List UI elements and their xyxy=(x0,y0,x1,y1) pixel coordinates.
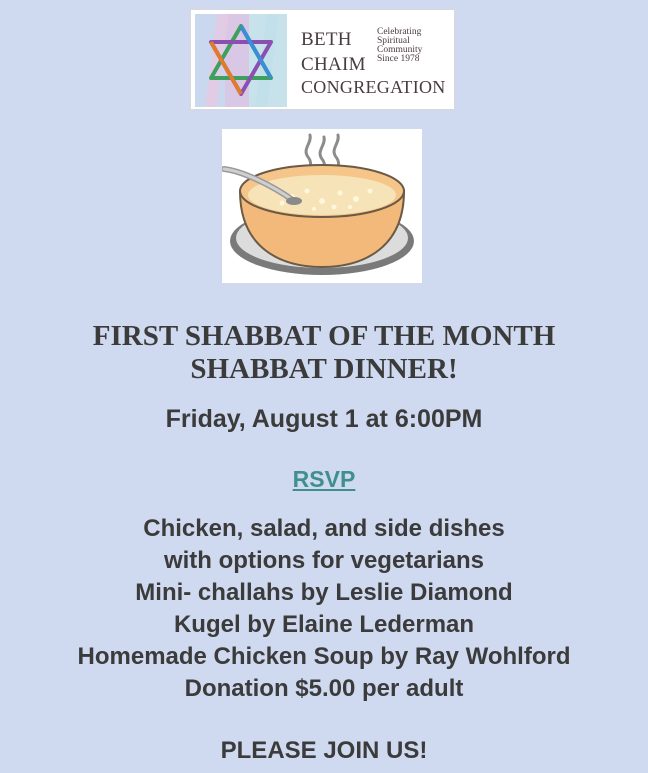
congregation-logo xyxy=(190,9,455,110)
rsvp-link[interactable]: RSVP xyxy=(292,466,356,492)
rsvp-container xyxy=(0,466,648,493)
logo-name-line2: CHAIM xyxy=(301,54,366,75)
logo-tagline-line: Since 1978 xyxy=(377,54,420,64)
star-of-david-icon xyxy=(195,14,287,107)
logo-tagline-line: Celebrating xyxy=(377,27,422,37)
headline-line2: SHABBAT DINNER! xyxy=(190,353,458,385)
menu-line: Donation $5.00 per adult xyxy=(184,675,464,702)
menu-line: with options for vegetarians xyxy=(163,547,485,574)
headline-line1: FIRST SHABBAT OF THE MONTH xyxy=(92,320,556,352)
logo-name-line3: CONGREGATION xyxy=(301,77,446,97)
logo-tagline-line: Community xyxy=(377,45,423,55)
menu-line: Chicken, salad, and side dishes xyxy=(143,515,505,542)
menu-line: Mini- challahs by Leslie Diamond xyxy=(135,579,513,606)
logo-name-line1: BETH xyxy=(301,29,352,50)
menu-line: Homemade Chicken Soup by Ray Wohlford xyxy=(77,643,571,670)
logo-tagline xyxy=(377,28,422,64)
logo-tagline-line: Spiritual xyxy=(377,36,410,46)
event-headline xyxy=(0,320,648,386)
menu-line: Kugel by Elaine Lederman xyxy=(173,611,475,638)
event-date: Friday, August 1 at 6:00PM xyxy=(165,405,483,433)
soup-illustration xyxy=(222,129,422,283)
menu-details xyxy=(0,513,648,705)
soup-bowl-icon xyxy=(222,129,422,283)
closing-call-to-action: PLEASE JOIN US! xyxy=(220,737,428,764)
